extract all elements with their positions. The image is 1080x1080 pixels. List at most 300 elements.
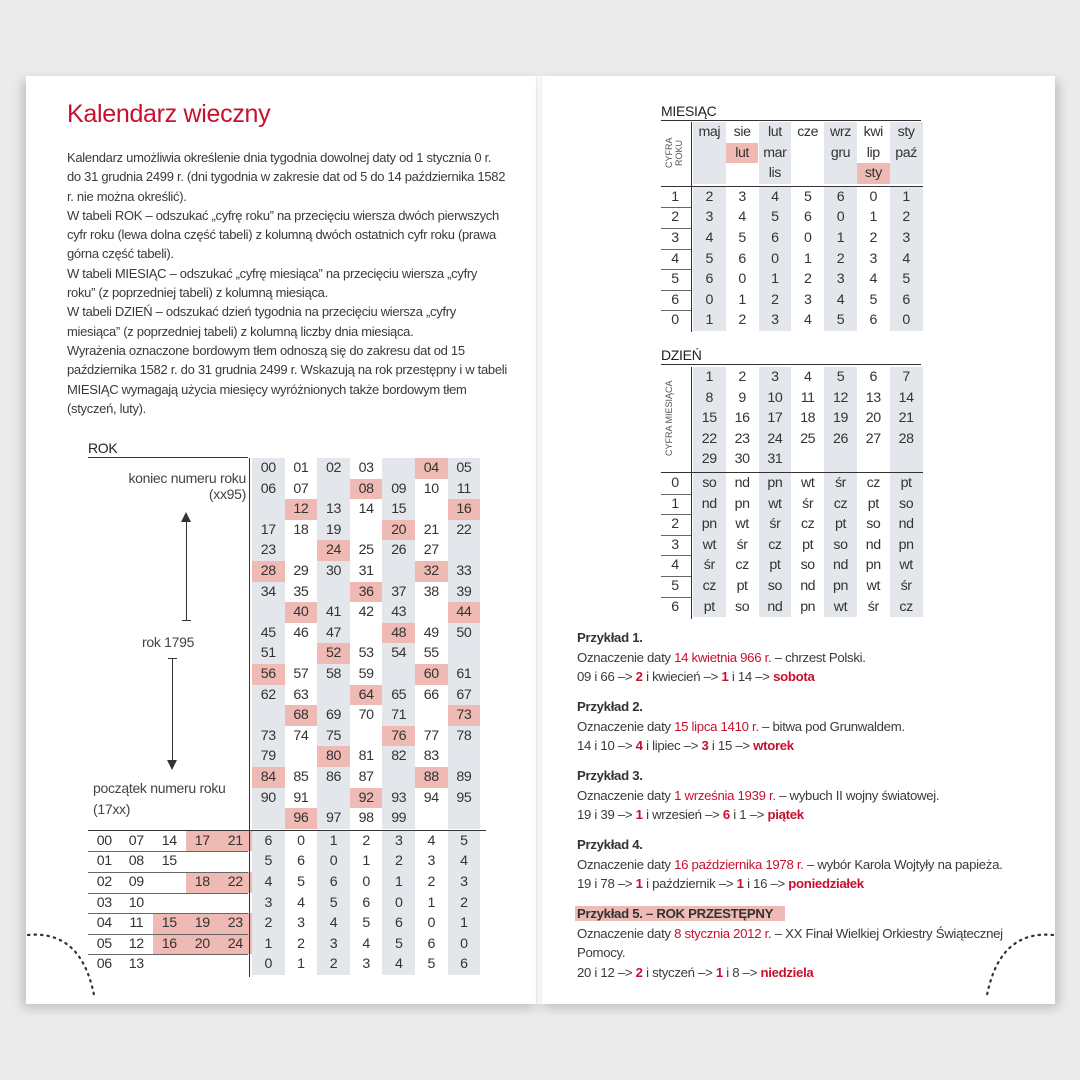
month-digit-cell: 3 [671, 536, 679, 553]
year-digit-cell: 4 [297, 894, 305, 911]
year-end-cell: 88 [415, 767, 448, 788]
month-digit-cell: 2 [738, 312, 746, 329]
table-rule [691, 367, 692, 619]
month-digit: 1 [736, 876, 744, 891]
example-heading [577, 835, 1017, 855]
year-end-cell: 12 [285, 499, 318, 520]
weekday-cell: nd [865, 536, 881, 553]
year-end-cell: 89 [456, 769, 472, 785]
year-digit-cell: 6 [362, 894, 370, 911]
month-digit-cell: 4 [902, 250, 910, 267]
book-spine [536, 76, 542, 1004]
weekday-cell: wt [800, 475, 815, 491]
weekday-cell: wt [768, 495, 782, 512]
day-number-cell: 22 [701, 430, 717, 447]
year-end-cell: 60 [415, 664, 448, 685]
year-digit-cell: 2 [362, 832, 370, 849]
month-digit-cell: 6 [869, 312, 878, 329]
month-cell: paź [895, 144, 917, 161]
month-digit-cell: 1 [671, 495, 679, 512]
weekday-cell: so [866, 516, 881, 533]
day-number-cell: 27 [865, 430, 881, 447]
text: i 8 –> [722, 964, 761, 980]
example-heading-text: Przykład 4. [577, 837, 643, 852]
month-digit-cell: 0 [869, 188, 878, 205]
miesiac-label: MIESIĄC [661, 103, 717, 119]
annotation-year-start-example: (17xx) [93, 801, 131, 817]
year-end-cell: 62 [260, 686, 276, 703]
year-start-cell: 22 [219, 872, 252, 893]
annotation-year-start-text: początek numeru roku [93, 780, 226, 796]
table-rule [661, 290, 691, 291]
year-end-cell: 39 [456, 583, 472, 600]
weekday-cell: pn [734, 495, 750, 512]
text: Oznaczenie daty [577, 856, 675, 872]
year-end-cell: 75 [325, 727, 341, 744]
month-digit-cell: 1 [771, 271, 779, 288]
arrow-down-icon [167, 760, 177, 770]
year-digit-cell: 3 [394, 832, 403, 849]
year-end-cell: 64 [350, 685, 383, 706]
annotation-year-end-example: (xx95) [208, 486, 246, 502]
month-cell: lis [768, 165, 781, 182]
day-number-cell: 11 [800, 389, 815, 406]
example-calc [577, 805, 1017, 825]
arrow-tick [168, 658, 177, 659]
intro-text [67, 148, 507, 418]
year-start-cell [186, 851, 219, 872]
weekday-result: poniedziałek [788, 876, 864, 891]
year-end-cell: 52 [317, 643, 350, 664]
year-end-cell [252, 705, 285, 726]
table-rule [691, 122, 692, 332]
weekday-cell: cz [800, 516, 815, 533]
year-digit-cell: 0 [394, 894, 403, 911]
arrow-up-icon [181, 512, 191, 522]
year-end-cell: 58 [325, 666, 341, 682]
year-end-cell [415, 602, 448, 623]
month-digit-cell: 3 [705, 209, 714, 226]
year-end-cell: 02 [325, 460, 341, 476]
year-end-cell: 13 [325, 501, 341, 518]
day-number-cell: 31 [767, 451, 783, 468]
year-digit-cell: 6 [460, 956, 468, 973]
example-block [577, 628, 1017, 687]
year-end-cell: 37 [391, 583, 407, 600]
day-number-cell: 10 [767, 389, 783, 406]
table-rule [88, 934, 248, 935]
year-end-cell: 32 [415, 561, 448, 582]
dzien-label-rule [661, 364, 921, 365]
year-end-cell [350, 726, 383, 747]
miesiac-label-rule [661, 120, 921, 121]
year-end-cell: 11 [456, 480, 471, 497]
example-date: 14 kwietnia 966 r. [674, 649, 772, 665]
year-end-cell: 35 [293, 583, 309, 600]
year-end-cell: 83 [423, 748, 439, 765]
year-end-cell [317, 479, 350, 500]
text: – wybuch II wojny światowej. [775, 787, 940, 803]
year-end-cell: 67 [456, 686, 472, 703]
day-number-cell: 19 [832, 410, 848, 427]
month-digit-cell: 5 [869, 291, 878, 308]
year-end-cell: 28 [252, 561, 285, 582]
weekday-cell: pt [736, 578, 748, 594]
year-end-cell: 34 [260, 583, 276, 600]
day-number-cell: 18 [800, 410, 816, 427]
example-description [577, 717, 1017, 737]
weekday-cell: nd [767, 598, 783, 615]
month-digit-cell: 4 [671, 557, 679, 574]
year-end-cell [382, 458, 415, 479]
month-digit-cell: 1 [902, 188, 910, 205]
year-digit-cell: 0 [362, 874, 370, 890]
year-end-cell: 43 [391, 604, 407, 621]
month-digit-cell: 4 [869, 271, 878, 288]
weekday-cell: wt [702, 536, 716, 553]
year-end-cell: 40 [285, 602, 318, 623]
weekday-cell: pn [800, 598, 816, 615]
arrow-down-line [172, 658, 173, 762]
table-rule [661, 472, 923, 473]
year-start-cell: 03 [96, 894, 112, 911]
year-end-cell: 17 [260, 521, 276, 538]
year-end-cell: 23 [260, 542, 276, 559]
year-end-cell [285, 540, 318, 561]
year-start-cell: 16 [153, 934, 186, 955]
year-start-cell [219, 851, 252, 872]
year-start-cell [153, 893, 186, 914]
weekday-cell: cz [899, 598, 913, 615]
month-digit-cell: 0 [705, 291, 714, 308]
year-digit-cell: 0 [264, 956, 273, 973]
month-digit-cell: 2 [803, 271, 812, 288]
year-digit-cell: 1 [362, 853, 370, 870]
year-end-cell: 49 [423, 624, 439, 641]
weekday-cell: pn [898, 536, 914, 553]
month-cell: sty [857, 163, 890, 184]
year-start-cell: 05 [96, 935, 112, 952]
month-digit-cell: 5 [705, 250, 714, 267]
weekday-cell: śr [867, 598, 879, 615]
year-start-cell: 21 [219, 831, 252, 852]
text: 19 i 39 –> [577, 807, 636, 822]
year-digit-cell: 4 [460, 853, 468, 870]
year-end-cell [448, 540, 481, 561]
year-end-cell: 84 [252, 767, 285, 788]
year-start-cell: 09 [128, 874, 144, 890]
year-end-cell: 10 [423, 480, 439, 497]
year-digit-cell: 5 [394, 935, 403, 952]
year-end-cell [350, 623, 383, 644]
year-end-cell [285, 643, 318, 664]
month-digit-cell: 5 [902, 271, 910, 288]
year-digit-cell: 5 [460, 832, 468, 849]
table-rule [661, 535, 691, 536]
example-description [577, 924, 1017, 963]
weekday-cell: wt [899, 557, 913, 574]
year-digit: 1 [635, 807, 643, 822]
month-digit-cell: 0 [836, 209, 845, 226]
table-rule [661, 576, 691, 577]
year-end-cell: 29 [293, 563, 309, 579]
day-number-cell: 7 [902, 369, 910, 385]
year-end-cell [252, 808, 285, 829]
year-end-cell: 93 [391, 789, 407, 806]
year-end-cell: 74 [293, 727, 309, 744]
text: Oznaczenie daty [577, 718, 675, 734]
year-end-cell: 94 [423, 789, 439, 806]
year-end-cell: 73 [260, 727, 276, 744]
example-block [577, 766, 1017, 825]
weekday-cell: pn [767, 475, 783, 491]
weekday-cell: pt [900, 475, 912, 491]
year-end-cell: 30 [325, 563, 341, 579]
month-digit-cell: 5 [738, 230, 746, 246]
table-rule [661, 186, 923, 187]
day-number-cell: 23 [734, 430, 750, 447]
day-number-cell: 21 [898, 410, 914, 427]
example-date: 8 stycznia 2012 r. [674, 925, 772, 941]
year-end-cell: 20 [382, 520, 415, 541]
year-end-cell: 27 [423, 542, 439, 559]
year-end-cell [317, 582, 350, 603]
year-end-cell: 48 [382, 623, 415, 644]
weekday-cell: so [735, 598, 750, 615]
year-end-cell [448, 808, 481, 829]
year-end-cell: 97 [325, 810, 341, 827]
year-end-cell: 22 [456, 521, 472, 538]
year-digit-cell: 3 [297, 915, 305, 932]
table-rule [661, 228, 691, 229]
table-rule [661, 207, 691, 208]
table-rule [88, 851, 248, 852]
month-digit-cell: 3 [771, 312, 779, 329]
year-end-cell: 92 [350, 788, 383, 809]
month-digit-cell: 0 [671, 475, 679, 491]
year-digit-cell: 2 [460, 894, 468, 911]
weekday-cell: pt [703, 598, 715, 615]
annotation-year: rok 1795 [142, 634, 195, 650]
year-end-cell: 15 [391, 501, 407, 518]
month-digit-cell: 2 [902, 209, 910, 226]
year-start-cell: 24 [219, 934, 252, 955]
year-end-cell: 90 [260, 789, 276, 806]
month-digit-cell: 1 [836, 230, 845, 246]
day-number-cell: 24 [767, 430, 783, 447]
weekday-cell: so [800, 557, 815, 574]
text: Oznaczenie daty [577, 925, 675, 941]
example-date: 16 października 1978 r. [674, 856, 804, 872]
year-end-cell: 85 [293, 769, 309, 785]
year-start-cell: 08 [128, 853, 144, 870]
year-digit: 4 [635, 738, 643, 753]
year-end-cell: 26 [391, 542, 407, 559]
year-start-cell [219, 893, 252, 914]
weekday-cell: cz [866, 475, 880, 491]
year-end-cell: 56 [252, 664, 285, 685]
miesiac-side-label: CYFRA ROKU [664, 137, 684, 169]
year-start-cell: 15 [153, 913, 186, 934]
year-end-cell: 81 [358, 748, 374, 765]
month-cell: lut [726, 143, 759, 164]
year-start-cell: 07 [128, 832, 144, 849]
intro-paragraph: Wyrażenia oznaczone bordowym tłem odnoszą się do zakresu dat od 15 października 1582 r. do 31 grudnia 2499 r. Wskazują na rok przestępny i w tabeli MIESIĄC wymagają użycia miesięcy wyróżnionych także bordowym tłem (styczeń, luty). [67, 342, 507, 416]
table-rule [88, 913, 248, 914]
year-digit-cell: 6 [329, 874, 338, 890]
weekday-cell: pt [834, 516, 846, 533]
example-calc [577, 736, 1017, 756]
text: – wybór Karola Wojtyły na papieża. [803, 856, 1003, 872]
weekday-cell: śr [834, 475, 846, 491]
month-digit-cell: 4 [836, 291, 845, 308]
year-end-cell: 59 [358, 666, 374, 682]
example-description [577, 648, 1017, 668]
year-start-cell: 19 [186, 913, 219, 934]
year-digit-cell: 4 [329, 915, 338, 932]
year-start-cell: 01 [96, 853, 112, 870]
year-end-cell: 65 [391, 686, 407, 703]
month-digit-cell: 4 [803, 312, 812, 329]
weekday-cell: nd [734, 475, 750, 491]
year-end-cell [415, 499, 448, 520]
text: i 15 –> [708, 738, 754, 753]
year-end-cell: 36 [350, 582, 383, 603]
day-number-cell: 13 [865, 389, 881, 406]
year-digit-cell: 0 [671, 312, 679, 329]
year-start-cell: 20 [186, 934, 219, 955]
text: 14 i 10 –> [577, 738, 636, 753]
year-end-cell: 18 [293, 521, 309, 538]
month-digit-cell: 3 [836, 271, 845, 288]
year-digit-cell: 4 [427, 832, 436, 849]
intro-paragraph: Kalendarz umożliwia określenie dnia tygodnia dowolnej daty od 1 stycznia 0 r. do 31 grudnia 2499 r. (dni tygodnia w zakresie dat od 5 do 14 października 1582 r. nie można określić). [67, 150, 506, 204]
month-digit-cell: 1 [869, 209, 878, 226]
annotation-year-start [93, 778, 226, 820]
year-start-cell: 18 [186, 872, 219, 893]
weekday-cell: pt [769, 557, 781, 574]
year-digit-cell: 6 [427, 935, 436, 952]
month-cell: maj [698, 124, 721, 140]
year-digit-cell: 1 [264, 935, 273, 952]
day-number-cell: 12 [832, 389, 848, 406]
weekday-cell: śr [802, 495, 814, 512]
year-digit-cell: 5 [264, 853, 273, 870]
year-end-cell [317, 788, 350, 809]
year-digit-cell: 5 [671, 271, 679, 288]
year-end-cell: 45 [260, 624, 276, 641]
year-end-cell: 46 [293, 624, 309, 641]
year-end-cell: 47 [325, 624, 341, 641]
year-end-cell [448, 746, 481, 767]
year-digit-cell: 2 [394, 853, 403, 870]
day-number-cell: 1 [705, 369, 714, 385]
year-end-cell: 69 [325, 707, 341, 724]
year-end-cell [285, 746, 318, 767]
intro-paragraph: W tabeli DZIEŃ – odszukać dzień tygodnia na przecięciu wiersza „cyfry miesiąca” (z poprzedniej tabeli) z kolumną liczby dnia miesiąca. [67, 304, 456, 339]
year-start-cell: 13 [128, 956, 144, 973]
year-end-cell: 05 [456, 460, 472, 476]
year-digit-cell: 5 [362, 915, 370, 932]
example-calc [577, 667, 1017, 687]
year-end-cell: 55 [423, 645, 439, 662]
day-number-cell: 20 [865, 410, 881, 427]
table-rule [661, 310, 691, 311]
month-cell: wrz [830, 124, 851, 140]
month-cell: cze [797, 124, 819, 140]
year-end-cell: 25 [358, 542, 374, 559]
weekday-cell: so [899, 495, 914, 512]
text: i 1 –> [729, 807, 768, 822]
weekday-cell: pn [832, 578, 848, 594]
year-end-cell: 51 [260, 645, 276, 662]
year-digit-cell: 0 [460, 935, 468, 952]
intro-paragraph: W tabeli ROK – odszukać „cyfrę roku” na przecięciu wiersza dwóch pierwszych cyfr roku (lewa dolna część tabeli) z kolumną dwóch ostatnich cyfr roku (prawa górna część tabeli). [67, 207, 499, 262]
weekday-cell: so [767, 578, 782, 594]
year-start-cell: 14 [161, 832, 177, 849]
page-title: Kalendarz wieczny [67, 100, 271, 128]
month-digit-cell: 2 [836, 250, 845, 267]
year-end-cell: 14 [358, 501, 374, 518]
example-heading [577, 697, 1017, 717]
month-cell: kwi [863, 124, 883, 140]
year-end-cell: 24 [317, 540, 350, 561]
text: i październik –> [642, 876, 737, 891]
weekday-cell: nd [832, 557, 848, 574]
text: i styczeń –> [642, 964, 716, 980]
year-end-cell: 38 [423, 583, 439, 600]
month-digit-cell: 4 [771, 188, 779, 205]
year-start-cell [219, 954, 252, 975]
month-digit: 3 [701, 738, 709, 753]
weekday-cell: cz [702, 578, 716, 594]
year-digit-cell: 4 [671, 250, 679, 267]
year-digit-cell: 5 [297, 874, 305, 890]
year-end-cell: 98 [358, 810, 374, 827]
table-rule [88, 830, 486, 831]
weekday-cell: nd [701, 495, 717, 512]
month-cell: gru [830, 144, 851, 161]
year-end-cell [415, 808, 448, 829]
year-end-cell [382, 664, 415, 685]
text: Oznaczenie daty [577, 649, 675, 665]
year-end-cell: 70 [358, 707, 374, 724]
year-end-cell: 08 [350, 479, 383, 500]
day-number-cell: 26 [832, 430, 848, 447]
weekday-cell: nd [800, 578, 816, 594]
year-end-cell: 96 [285, 808, 318, 829]
month-digit-cell: 0 [902, 312, 910, 329]
year-digit-cell: 6 [394, 915, 403, 932]
text: 19 i 78 –> [577, 876, 636, 891]
dzien-label: DZIEŃ [661, 347, 702, 363]
weekday-cell: pn [865, 557, 881, 574]
year-end-cell: 57 [293, 666, 309, 682]
year-end-cell: 77 [423, 727, 439, 744]
day-number-cell: 30 [734, 451, 750, 468]
year-end-cell: 54 [391, 645, 407, 662]
day-number-cell: 28 [898, 430, 914, 447]
weekday-cell: cz [833, 495, 848, 512]
year-digit-cell: 2 [297, 935, 305, 952]
table-rule [249, 458, 250, 977]
weekday-cell: cz [768, 536, 782, 553]
year-digit-cell: 6 [297, 853, 305, 870]
year-digit-cell: 3 [362, 956, 370, 973]
month-digit-cell: 6 [671, 598, 679, 615]
year-digit-cell: 3 [329, 935, 338, 952]
text: i lipiec –> [642, 738, 702, 753]
